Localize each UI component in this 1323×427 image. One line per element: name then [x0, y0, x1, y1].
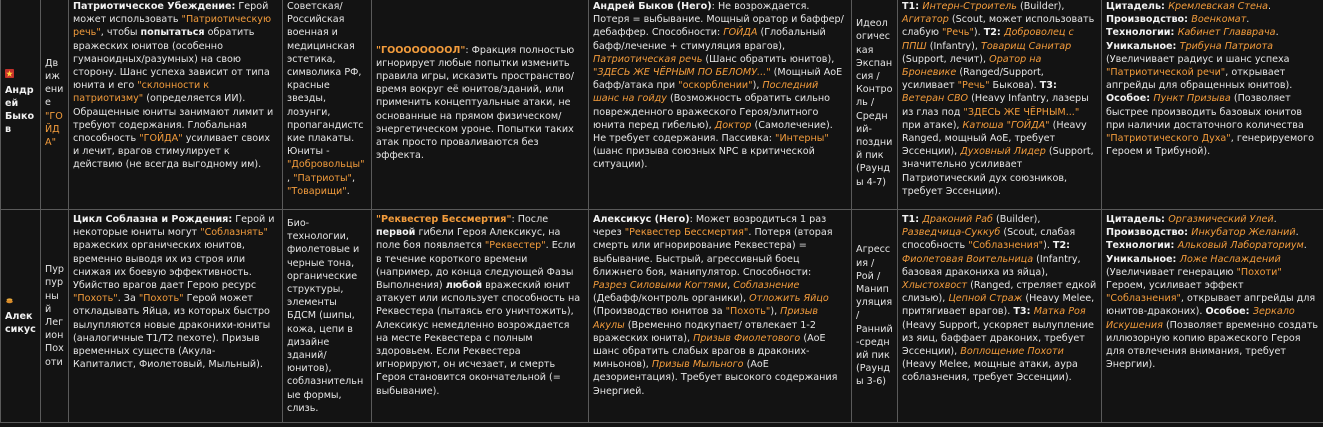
unit-name: Фиолетовая Воительница — [902, 253, 1034, 265]
movement-quote: "ГОЙДА" — [45, 110, 63, 148]
building-quote: "Патриотической речи" — [1106, 67, 1226, 79]
hero-text: (шанс призыва союзных NPC в критической ситуации). — [593, 146, 815, 171]
unit-text: (Support, лечит), — [902, 53, 990, 65]
building-label: Цитадель: — [1106, 214, 1169, 225]
ultimate-text: . Если в течение короткого времени (например, до конца следующей Фазы Выполнения) — [376, 240, 576, 292]
mechanic-quote: "Соблазнять" — [200, 227, 268, 239]
unit-text: (Infantry, базовая дракониха из яйца), — [902, 253, 1081, 278]
hero-ability: Доктор — [714, 119, 752, 131]
hero-text: (Временно подкупает/ отвлекает 1-2 вражеских юнита), — [593, 319, 816, 344]
mechanic-text: Герой и некоторые юниты могут — [73, 214, 275, 239]
unit-name: Доброволец с ППШ — [902, 27, 1074, 52]
building-name: Альковый Лабораториум — [1177, 240, 1304, 252]
unit-name: Хлыстохвост — [902, 280, 968, 292]
building-name: Кремлевская Стена — [1168, 1, 1269, 12]
tier-label: T1: — [902, 1, 923, 12]
tier-label: T2: — [983, 27, 1005, 39]
mechanic-text: Герой может использовать — [73, 1, 269, 26]
mechanic-title: Цикл Соблазна и Рождения: — [73, 214, 233, 225]
building-text: (Увеличивает генерацию — [1106, 266, 1237, 278]
table-row — [1, 0, 1323, 210]
building-name: Оргазмический Улей — [1168, 214, 1274, 225]
hero-text: (Шанс обратить юнитов), — [702, 53, 835, 65]
unit-name: Оратор на Броневике — [902, 53, 1042, 79]
aesthetic-quote: "Товарищи" — [287, 185, 347, 197]
hero-ability: Призыв Мыльного — [651, 359, 744, 371]
unit-text: (Ranged, стреляет едкой слизью), — [902, 280, 1097, 305]
building-name: Военкомат — [1191, 14, 1247, 26]
building-name: Ложе Наслаждений — [1179, 253, 1281, 265]
hero-ability: Призыв Фиолетового — [693, 332, 801, 344]
unit-text: (Scout, слабая способность — [902, 227, 1076, 252]
unit-name: Ветеран СВО — [902, 93, 969, 105]
building-text: . — [1273, 214, 1277, 225]
tier-label: T1: — [902, 214, 923, 225]
building-label: Производство: — [1106, 227, 1192, 239]
mechanic-text: обратить вражеских юнитов (особенно гуманоидных/разумных) на свою сторону. Шанс успеха зависит от типа юнита и его — [73, 27, 270, 92]
mechanic-quote: "Похоть" — [138, 293, 184, 305]
unit-name: Матка Роя — [1033, 306, 1086, 318]
unit-text: (Builder), — [992, 214, 1041, 225]
building-text: . — [1275, 27, 1279, 39]
buildings-cell — [1102, 210, 1323, 423]
building-text: (Позволяет временно создать иллюзорную копию вражеского Героя для отвлечения внимания, требует Энергии). — [1106, 319, 1319, 371]
building-quote: "Соблазнения" — [1106, 293, 1181, 305]
unit-text: (Heavy Melee, притягивает врагов). — [902, 293, 1095, 318]
mechanic-quote: "склонности к патриотизму" — [73, 80, 210, 105]
hero-text: ), — [752, 80, 763, 92]
unit-text: Быкова). — [989, 80, 1040, 92]
ultimate-bold: первой — [376, 227, 416, 239]
tier-label: T3: — [1039, 80, 1057, 92]
unit-name: Агитатор — [902, 14, 949, 26]
ultimate-bold: любой — [445, 280, 483, 292]
building-label: Особое: — [1106, 93, 1154, 105]
mechanic-quote: "Патриотическую речь" — [73, 14, 272, 39]
hero-text: (Производство юнитов за — [593, 306, 726, 318]
unit-name: Воплощение Похоти — [960, 346, 1064, 358]
unit-text: ). — [973, 27, 984, 39]
building-text: . — [1303, 240, 1307, 252]
ultimate-quote: "Реквестер" — [484, 240, 546, 252]
unit-quote: "Соблазнения" — [968, 240, 1044, 252]
aesthetic-text: . — [346, 185, 350, 197]
mechanic-cell — [69, 0, 283, 210]
building-name: Кабинет Главврача — [1177, 27, 1276, 39]
tier-label: T2: — [1052, 240, 1070, 252]
building-label: Цитадель: — [1106, 1, 1169, 12]
building-name: Инкубатор Желаний — [1191, 227, 1296, 239]
hero-title: Алексикус (Него) — [593, 214, 690, 225]
mechanic-bold: попытаться — [140, 27, 205, 39]
hero-title: Андрей Быков (Него) — [593, 1, 712, 12]
building-label: Особое: — [1205, 306, 1253, 318]
unit-quote: "Речь" — [942, 27, 974, 39]
hero-cell — [589, 210, 852, 423]
hero-ability: ГОЙДА — [723, 27, 758, 39]
mechanic-text: усиливает своих и лечит, врагов стимулирует к действию (не всегда выгодному им). — [73, 133, 271, 171]
building-label: Уникальное: — [1106, 40, 1180, 52]
faction-cell — [1, 210, 41, 423]
building-label: Технологии: — [1106, 27, 1178, 39]
hero-ability: Последний шанс на гойду — [593, 80, 819, 105]
units-cell — [898, 210, 1102, 423]
unit-text: (Heavy Ranged, мощный АоЕ, требует Эссенции), — [902, 119, 1087, 158]
hero-cell — [589, 0, 852, 210]
hero-text: , — [727, 280, 734, 292]
building-name: Зеркало Искушения — [1106, 306, 1295, 331]
playstyle-cell: Агрессия / Рой / Манипуляция / Ранний-средний пик (Раунды 3-6) — [852, 210, 898, 423]
building-name: Трибуна Патриота — [1179, 40, 1274, 52]
unit-quote: "Речь" — [957, 80, 990, 92]
hero-quote: "оскорблении" — [678, 80, 753, 92]
mechanic-title: Патриотическое Убеждение: — [73, 1, 236, 12]
building-text: (Увеличивает радиус и шанс успеха — [1106, 53, 1290, 65]
star-icon — [5, 69, 14, 78]
ultimate-title: "Реквестер Бессмертия" — [376, 214, 512, 225]
unit-text: при атаке), — [902, 119, 963, 131]
hero-text: (Самолечение). Не требует содержания. Пассивка: — [593, 119, 833, 145]
building-text: . — [1246, 14, 1250, 26]
hero-text: : Не возрождается. Потеря = выбывание. Мощный оратор и баффер/дебаффер. Способности: — [593, 1, 844, 39]
unit-text: (Scout, может использовать слабую — [902, 14, 1095, 39]
building-text: (Позволяет быстрее производить базовых юнитов при наличии достаточного количества — [1106, 93, 1304, 131]
hero-quote: "Интерны" — [775, 133, 829, 145]
hero-quote: "Похоть" — [725, 306, 771, 318]
mechanic-text: (определяется ИИ). Обращенные юниты занимают лимит и требуют содержания. Глобальная способность — [73, 93, 274, 145]
unit-quote: "ЗДЕСЬ ЖЕ ЧЁРНЫМ..." — [963, 106, 1080, 118]
aesthetic-cell: Био-технологии, фиолетовые и черные тона, органические структуры, элементы БДСМ (шипы, кожа, цепи в дизайне зданий/юнитов), соблазнительные формы, слизь. — [283, 210, 372, 423]
mechanic-text: Герой может откладывать Яйца, из которых быстро вылупляются новые драконихи-юниты (аналогичные T1/T2 пехоте). Призыв временных существ (Акула-Капиталист, Фиолетовый, Мыльный). — [73, 293, 271, 371]
aesthetic-cell — [283, 0, 372, 210]
lips-icon — [5, 296, 14, 305]
building-text: Героем, усиливает эффект — [1106, 280, 1244, 292]
aesthetic-quote: "Добровольцы" — [287, 159, 365, 171]
building-label: Уникальное: — [1106, 253, 1180, 265]
hero-text: (АоЕ шанс обратить слабых врагов в драконих-миньонов), — [593, 332, 826, 371]
aesthetic-text: , — [351, 172, 356, 184]
unit-name: Интерн-Строитель — [922, 1, 1017, 12]
faction-name: Андрей Быков — [5, 84, 35, 136]
hero-ability: Патриотическая речь — [593, 53, 703, 65]
ultimate-text: : Фракция полностью игнорирует любые попытки изменить правила игры, исказить пространство/ время вокруг её юнитов/зданий, или применить концептуальные атаки, не основанные на прямом физическом/ энергетическом уроне. Попытки таких атак просто проваливаются без эффекта. — [376, 44, 575, 162]
hero-ability: Отложить Яйцо — [749, 293, 829, 305]
unit-name: Драконий Раб — [922, 214, 993, 225]
ultimate-text: вражеский юнит атакует или использует способность на Реквестера (пытаясь его уничтожить), Алексикус немедленно возрождается на месте Реквестера с полным здоровьем. Если Реквестера игнорируют, он исчезает, и смерть Героя становится окончательной (= выбывание). — [376, 280, 581, 397]
unit-text: (Support, значительно усиливает Патриотический дух союзников, требует Эссенции). — [902, 146, 1094, 197]
hero-text: (Дебафф/контроль органики), — [593, 293, 750, 305]
building-quote: "Патриотического Духа" — [1106, 133, 1231, 145]
movement-text: Движение — [45, 57, 64, 109]
playstyle-cell: Идеологическая Экспансия / Контроль / Средний-поздний пик (Раунды 4-7) — [852, 0, 898, 210]
building-text: , открывает апгрейды для юнитов-драконих). — [1106, 293, 1316, 318]
aesthetic-text: , — [287, 172, 294, 184]
hero-ability: Разрез Силовыми Когтями — [593, 280, 728, 292]
building-text: , генерируемого Героем и Трибуной). — [1106, 133, 1314, 158]
unit-name: Катюша "ГОЙДА" — [962, 119, 1050, 131]
building-name: Пункт Призыва — [1153, 93, 1231, 105]
movement-cell: Пурпурный Легион Похоти — [41, 210, 69, 423]
tier-label: T3: — [1013, 306, 1034, 318]
hero-ability: "ЗДЕСЬ ЖЕ ЧЁРНЫМ ПО БЕЛОМУ..." — [593, 67, 771, 79]
building-quote: "Похоти" — [1236, 266, 1282, 278]
unit-text: (Ranged/Support, усиливает — [902, 67, 1044, 92]
building-text: . — [1295, 227, 1299, 239]
hero-text: (Глобальный бафф/лечение + стимуляция врагов), — [593, 27, 826, 52]
unit-text: (Builder), — [1016, 1, 1065, 12]
unit-text: ). — [1043, 240, 1053, 252]
hero-text: : Может возродиться 1 раз через — [593, 214, 827, 239]
building-text: , открывает апгрейды для обращенных юнитов). — [1106, 67, 1293, 92]
building-label: Производство: — [1106, 14, 1192, 26]
buildings-cell — [1102, 0, 1323, 210]
mechanic-quote: "Похоть" — [73, 293, 118, 305]
building-text: . — [1268, 1, 1272, 12]
ultimate-title: "ГООООООООЛ" — [376, 44, 466, 56]
unit-text: (Heavy Infantry, лазеры из глаз под — [902, 93, 1089, 118]
mechanic-text: . За — [117, 293, 139, 305]
movement-cell — [41, 0, 69, 210]
ultimate-cell — [372, 210, 589, 423]
unit-name: Цепной Страж — [948, 293, 1023, 305]
unit-text: (Infantry), — [926, 40, 981, 52]
ultimate-text: гибели Героя Алексикус, на поле боя появляется — [376, 227, 561, 252]
table-row — [1, 210, 1323, 423]
ultimate-cell — [372, 0, 589, 210]
hero-text: (Мощный АоЕ бафф/атака при — [593, 67, 843, 92]
hero-quote: "Реквестер Бессмертия" — [624, 227, 749, 239]
mechanic-text: вражеских органических юнитов, временно выводя их из строя или снижая их боевую эффективность. Убийство врагов дает Герою ресурс — [73, 240, 257, 292]
faction-name: Алексикус — [5, 310, 36, 336]
building-label: Технологии: — [1106, 240, 1178, 252]
unit-name: Разведчица-Суккуб — [902, 227, 1001, 239]
unit-text: (Heavy Support, ускоряет вылупление из яиц, баффает драконих, требует Эссенции), — [902, 319, 1094, 358]
mechanic-text: , чтобы — [100, 27, 141, 39]
hero-text: (АоЕ дезориентация). Требует высокого содержания Энергией. — [593, 359, 838, 397]
hero-ability: Соблазнение — [733, 280, 800, 292]
aesthetic-quote: "Патриоты" — [293, 172, 352, 184]
hero-text: (Возможность обратить сильно поврежденного вражеского Героя/элитного юнита перед гибелью), — [593, 93, 831, 131]
hero-text: . Потеря (вторая смерть или игнорирование Реквестера) = выбывание. Быстрый, агрессивный боец ближнего боя, манипулятор. Способности: — [593, 227, 833, 278]
hero-ability: Призыв Акулы — [593, 306, 819, 331]
unit-name: Духовный Лидер — [960, 146, 1046, 158]
units-cell — [898, 0, 1102, 210]
aesthetic-text: Советская/ Российская военная и медицинская эстетика, символика РФ, красные звезды, лозунги, пропагандистские плакаты. Юниты - — [287, 1, 364, 158]
unit-name: Товарищ Санитар — [980, 40, 1072, 52]
hero-text: ), — [770, 306, 781, 318]
unit-text: (Heavy Melee, мощные атаки, аура соблазнения, требует Эссенции). — [902, 359, 1078, 384]
mechanic-quote: "ГОЙДА" — [139, 133, 183, 145]
faction-cell — [1, 0, 41, 210]
ultimate-text: : После — [511, 214, 549, 225]
mechanic-cell — [69, 210, 283, 423]
